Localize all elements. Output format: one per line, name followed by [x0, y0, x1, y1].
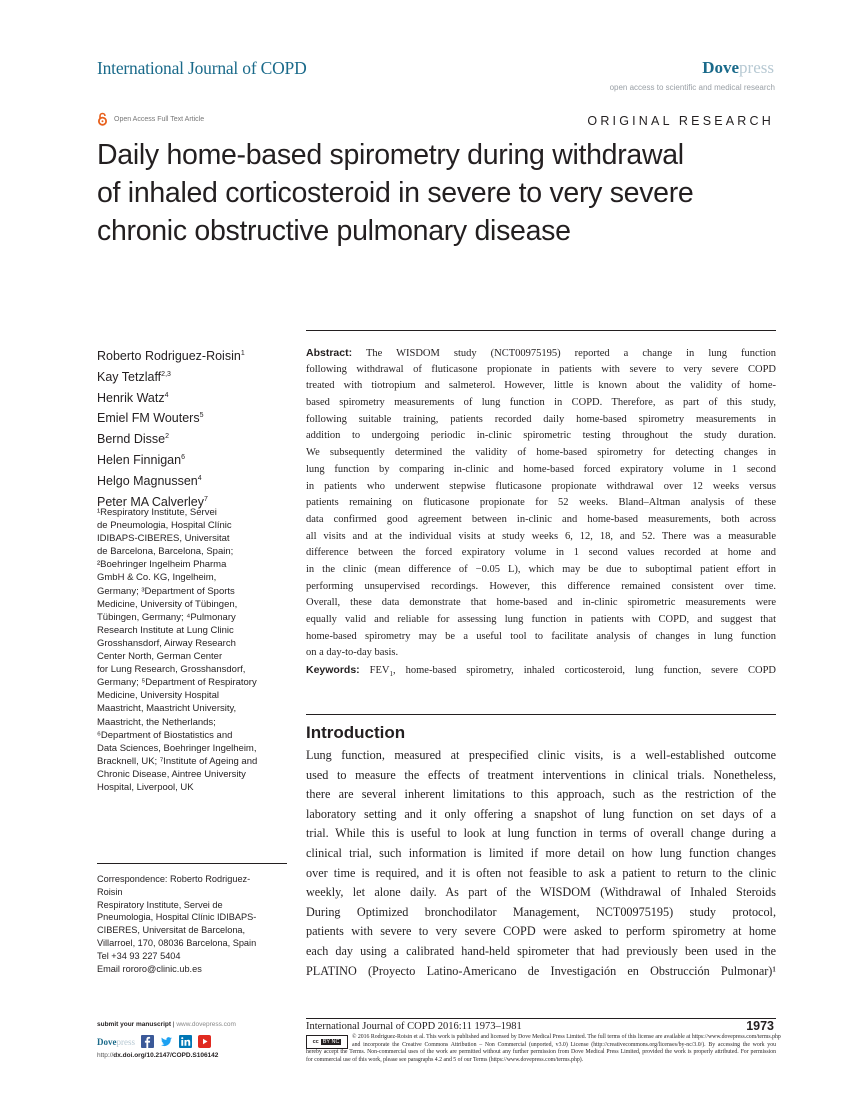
- article-title: [97, 136, 787, 250]
- keywords: Keywords: $FEV_1$, home-based spirometry, inhaled corticosteroid, lung function, severe COPD: [306, 664, 776, 679]
- body-line: patients with severe to very severe COPD were asked to perform spirometry at home: [306, 924, 776, 939]
- doi-link[interactable]: http://dx.doi.org/10.2147/COPD.S106142: [97, 1052, 219, 1059]
- correspondence-line: Pneumologia, Hospital Clínic IDIBAPS-: [97, 912, 257, 923]
- abstract-line: treated with tiotropium and salmeterol. However, little is known about the validity of home-: [306, 380, 776, 392]
- open-access-text: Open Access Full Text Article: [114, 115, 205, 123]
- affiliation-line: Center North, German Center: [97, 651, 223, 663]
- publisher-logo[interactable]: [702, 58, 774, 78]
- license-text: [352, 1034, 781, 1049]
- affiliation-line: de Barcelona, Barcelona, Spain;: [97, 546, 234, 558]
- affiliation-line: Data Sciences, Boehringer Ingelheim,: [97, 742, 257, 754]
- affiliation-line: Hospital, Liverpool, UK: [97, 781, 194, 793]
- affiliation-line: IDIBAPS-CIBERES, Universitat: [97, 533, 230, 545]
- affiliation-line: de Pneumologia, Hospital Clínic: [97, 520, 232, 532]
- affiliation-line: Grosshansdorf, Airway Research: [97, 637, 236, 649]
- author-name: Roberto Rodriguez-Roisin$^1$: [97, 349, 245, 363]
- affiliation-line: ²Boehringer Ingelheim Pharma: [97, 559, 227, 571]
- abstract-line: lung function by comparing in-clinic and home-based forced expiratory volume in 1 second: [306, 463, 776, 475]
- correspondence-email[interactable]: Email rororo@clinic.ub.es: [97, 963, 202, 974]
- title-line: Daily home-based spirometry during withdrawal: [97, 139, 684, 171]
- author-name: Bernd Disse$^2$: [97, 432, 169, 447]
- page-number: 1973: [746, 1019, 774, 1033]
- body-line: trial. While this is useful to look at lung function in terms of overall change during a: [306, 826, 776, 841]
- divider: [306, 714, 776, 715]
- abstract-line: equally valid and reliable for assessing lung function in patients with COPD, and suggest that: [306, 614, 776, 625]
- divider: [306, 1018, 776, 1019]
- abstract: [306, 345, 776, 679]
- citation: International Journal of COPD 2016:11 1973–1981: [306, 1021, 522, 1032]
- license-line: hereby accept the Terms. Non-commercial uses of the work are permitted without any further permission from Dove Medical Press Limited, provided the work is properly attributed. For permission: [306, 1049, 776, 1055]
- title-line: of inhaled corticosteroid in severe to very severe: [97, 177, 694, 209]
- correspondence-line: Correspondence: Roberto Rodriguez-: [97, 874, 251, 884]
- affiliation-line: Germany; ³Department of Sports: [97, 585, 235, 597]
- title-line: chronic obstructive pulmonary disease: [97, 215, 571, 247]
- affiliation-line: Medicine, University Hospital: [97, 690, 219, 702]
- facebook-icon[interactable]: [141, 1035, 154, 1048]
- abstract-line: following withdrawal of fluticasone propionate in patients with severe to very severe COPD: [306, 363, 776, 375]
- cc-license-badge[interactable]: [306, 1035, 348, 1049]
- divider: [306, 330, 776, 331]
- submit-manuscript-link[interactable]: submit your manuscript | www.dovepress.com: [97, 1021, 236, 1028]
- abstract-label: Abstract:: [306, 347, 353, 359]
- abstract-line: patients remaining on fluticasone propionate for 52 weeks. Bland–Altman analysis of these: [306, 497, 776, 509]
- introduction-body: [306, 746, 776, 981]
- affiliation-line: Chronic Disease, Aintree University: [97, 768, 246, 780]
- abstract-line: in the clinic (mean difference of −0.05 L), which may be due to suboptimal patient effort in: [306, 563, 776, 575]
- author-name: Henrik Watz$^4$: [97, 390, 169, 405]
- affiliation-line: Germany; ⁵Department of Respiratory: [97, 677, 257, 689]
- abstract-line: on a day-to-day basis.: [306, 647, 399, 659]
- affiliation-line: Maastricht, the Netherlands;: [97, 716, 216, 728]
- section-heading-introduction: Introduction: [306, 723, 406, 742]
- publisher-tagline: open access to scientific and medical research: [609, 83, 775, 92]
- affiliation-line: Maastricht, Maastricht University,: [97, 703, 237, 715]
- body-line: Lung function, measured at prespecified clinic visits, is a well-established outcome: [306, 748, 776, 762]
- body-line: there are several inherent limitations to this approach, such as the restriction of the: [306, 787, 776, 802]
- license-line: and incorporate the Creative Commons Attribution – Non Commercial (unported, v3.0) License (http://creativecommons.org/licenses/by-nc/3.0/). By accessing the work you: [352, 1041, 776, 1048]
- abstract-line: data confirmed good agreement between in-clinic and home-based measurements, both across: [306, 513, 776, 525]
- affiliation-line: Medicine, University of Tübingen,: [97, 598, 238, 610]
- abstract-line: difference between the forced expiratory volume in 1 second values recorded at home and: [306, 547, 776, 559]
- footer-brand: [97, 1035, 236, 1048]
- affiliations: [97, 506, 292, 794]
- abstract-line: based spirometry measurements of lung function in COPD. Therefore, as part of this study,: [306, 397, 776, 409]
- body-line: over time is required, and it is often not feasible to ask a patient to return to the clinic: [306, 865, 776, 880]
- body-line: each day using a calibrated hand-held spirometer that had previously been used in the: [306, 943, 776, 958]
- journal-name: International Journal of COPD: [97, 58, 307, 78]
- abstract-line: home-based spirometry may be a useful tool to facilitate analysis of changes in lung function: [306, 630, 776, 642]
- affiliation-line: Research Institute at Lung Clinic: [97, 624, 234, 636]
- publisher-logo-bold: Dove: [702, 58, 740, 77]
- author-list: [97, 345, 245, 511]
- affiliation-line: ⁶Department of Biostatistics and: [97, 729, 233, 741]
- correspondence-line: Villarroel, 170, 08036 Barcelona, Spain: [97, 937, 257, 948]
- keywords-label: Keywords:: [306, 664, 360, 677]
- author-name: Peter MA Calverley$^7$: [97, 494, 208, 509]
- abstract-line: Overall, these data demonstrate that home-based and in-clinic spirometric measurements were: [306, 597, 776, 609]
- author-name: Kay Tetzlaff$^{2,3}$: [97, 369, 171, 384]
- footer-left: [97, 1021, 236, 1059]
- abstract-line: Abstract: The WISDOM study (NCT00975195) reported a change in lung function: [306, 347, 777, 359]
- author-name: Helgo Magnussen$^4$: [97, 473, 202, 488]
- article-type: ORIGINAL RESEARCH: [587, 114, 774, 128]
- open-access-lock-icon: [97, 112, 108, 126]
- linkedin-icon[interactable]: [179, 1035, 192, 1048]
- correspondence-line: CIBERES, Universitat de Barcelona,: [97, 925, 246, 936]
- affiliation-line: ¹Respiratory Institute, Servei: [97, 507, 217, 518]
- divider: [97, 863, 287, 864]
- license-text-continued: [306, 1049, 776, 1064]
- body-line: PLATINO (Proyecto Latino-Americano de Investigación en Obstrucción Pulmonar)¹: [306, 963, 776, 978]
- cc-icon: cc: [312, 1039, 319, 1045]
- abstract-line: addition to undergoing periodic in-clinic spirometric testing throughout the study duration.: [306, 430, 776, 442]
- license-type: BY NC: [322, 1039, 340, 1045]
- abstract-line: performing unsupervised recordings. However, this difference remained consistent over time.: [306, 580, 776, 592]
- correspondence-line: Roisin: [97, 886, 123, 897]
- body-line: clinical trial, such information is limited if more detail on how lung function changes: [306, 845, 776, 860]
- affiliation-line: for Lung Research, Grosshansdorf,: [97, 664, 246, 676]
- author-name: Helen Finnigan$^6$: [97, 452, 185, 467]
- youtube-icon[interactable]: [198, 1035, 211, 1048]
- author-name: Emiel FM Wouters$^5$: [97, 411, 204, 426]
- body-line: used to measure the effects of treatment interventions in clinical trials. Nonetheless,: [306, 767, 776, 782]
- twitter-icon[interactable]: [160, 1035, 173, 1048]
- body-line: laboratory setting and it only offering a snapshot of lung function on set days of a: [306, 806, 776, 821]
- correspondence-line: Respiratory Institute, Servei de: [97, 899, 223, 910]
- body-line: During Optimized bronchodilator Management, NCT00975195) study protocol,: [306, 904, 776, 919]
- publisher-logo-light: press: [739, 58, 774, 77]
- abstract-line: We subsequently determined the validity of home-based spirometry for detecting changes in: [306, 447, 776, 459]
- affiliation-line: GmbH & Co. KG, Ingelheim,: [97, 572, 217, 584]
- abstract-line: following suitable training, patients recorded daily home-based spirometry measurements in: [306, 413, 776, 425]
- body-line: weekly, let alone daily. As part of the WISDOM (Withdrawal of Inhaled Steroids: [306, 885, 776, 900]
- open-access-label: [97, 112, 204, 126]
- correspondence: [97, 873, 287, 975]
- abstract-line: in patients who underwent stepwise fluticasone propionate withdrawal over 12 weeks versus: [306, 480, 776, 492]
- affiliation-line: Bracknell, UK; ⁷Institute of Ageing and: [97, 755, 258, 767]
- affiliation-line: Tübingen, Germany; ⁴Pulmonary: [97, 611, 236, 623]
- license-line: © 2016 Rodriguez-Roisin et al. This work is published and licensed by Dove Medical Press Limited. The full terms of this license are available at https://www.dovepress.com/terms.php: [352, 1034, 781, 1040]
- license-line: for commercial use of this work, please see paragraphs 4.2 and 5 of our Terms (https://www.dovepress.com/terms.php).: [306, 1056, 584, 1063]
- correspondence-line: Tel +34 93 227 5404: [97, 950, 181, 961]
- abstract-line: all visits and at the individual visits at study weeks 6, 12, 18, and 52. There was a measurable: [306, 530, 776, 542]
- footer-brand-name[interactable]: Dovepress: [97, 1036, 135, 1047]
